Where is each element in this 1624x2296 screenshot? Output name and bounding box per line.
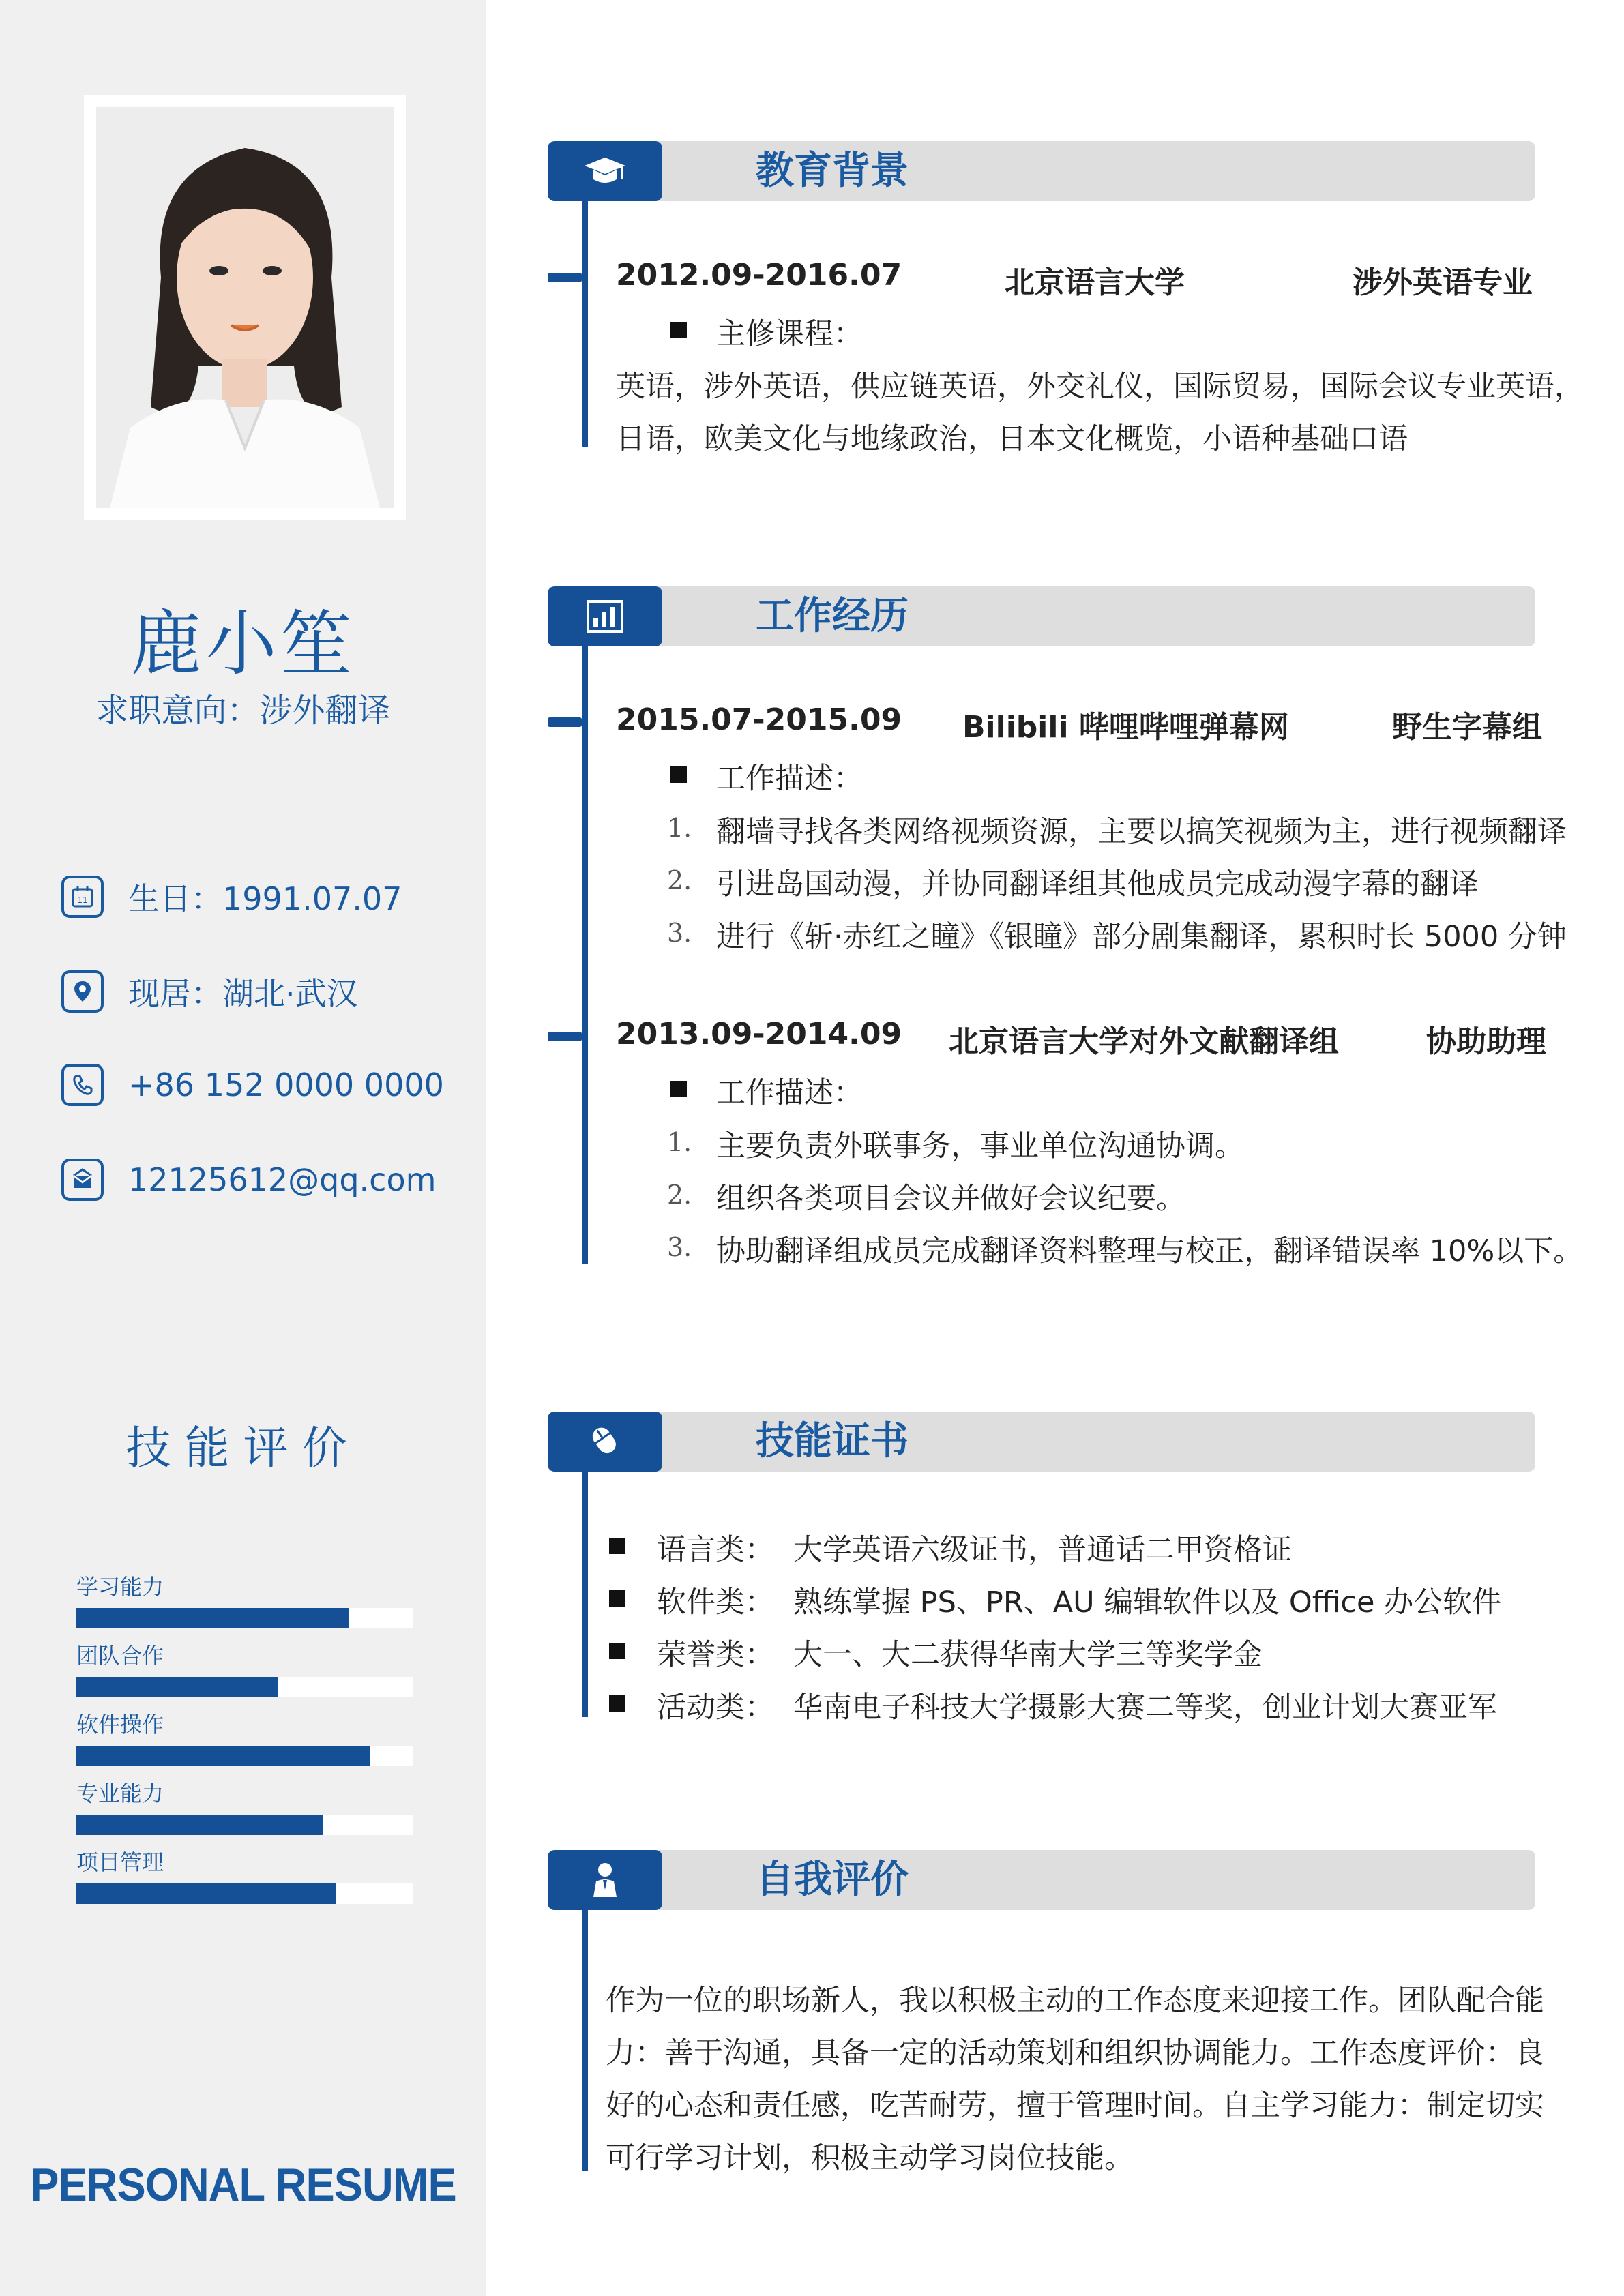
job-role: 野生字幕组 <box>1392 710 1542 745</box>
bullet-icon <box>670 766 687 783</box>
skills-title: 技能评价 <box>126 1422 361 1474</box>
location-pin-icon <box>61 970 104 1013</box>
bullet-icon <box>670 1081 687 1097</box>
email-text: 12125612@qq.com <box>128 1161 437 1198</box>
skill-item <box>76 1570 413 1628</box>
graduation-cap-icon <box>548 141 662 201</box>
cert-label: 软件类： <box>657 1585 774 1620</box>
skill-item <box>76 1776 413 1835</box>
skill-fill <box>76 1815 323 1835</box>
svg-text:11: 11 <box>77 895 88 905</box>
skill-bar <box>76 1746 413 1766</box>
cert-text: 华南电子科技大学摄影大赛二等奖，创业计划大赛亚军 <box>793 1690 1497 1725</box>
profile-photo <box>96 107 394 508</box>
phone-text: +86 152 0000 0000 <box>128 1067 444 1103</box>
mouse-icon <box>548 1412 662 1472</box>
skill-item <box>76 1845 413 1904</box>
phone-icon <box>61 1064 104 1106</box>
education-major: 涉外英语专业 <box>1353 265 1533 300</box>
contact-birthday <box>61 874 402 919</box>
self-line: 可行学习计划，积极主动学习岗位技能。 <box>606 2141 1134 2175</box>
job-item: 翻墙寻找各类网络视频资源，主要以搞笑视频为主，进行视频翻译 <box>716 815 1567 849</box>
skill-label: 学习能力 <box>76 1574 164 1600</box>
list-number: 2. <box>667 865 692 895</box>
courses-line: 英语，涉外英语，供应链英语，外交礼仪，国际贸易，国际会议专业英语， <box>616 370 1584 404</box>
location-text: 现居：湖北·武汉 <box>128 975 358 1012</box>
mail-icon <box>61 1159 104 1201</box>
cert-text: 大学英语六级证书，普通话二甲资格证 <box>793 1533 1292 1567</box>
list-number: 3. <box>667 1232 692 1262</box>
skill-item <box>76 1639 413 1697</box>
skill-label: 项目管理 <box>76 1849 164 1875</box>
job-date: 2015.07-2015.09 <box>616 702 902 737</box>
education-date: 2012.09-2016.07 <box>616 258 902 293</box>
contact-email <box>61 1159 436 1201</box>
bullet-icon <box>609 1590 625 1607</box>
education-school: 北京语言大学 <box>1005 265 1185 300</box>
skill-fill <box>76 1746 370 1766</box>
skill-label: 专业能力 <box>76 1780 164 1806</box>
section-bar <box>548 1412 1535 1472</box>
calendar-icon <box>61 876 104 918</box>
person-icon <box>548 1850 662 1910</box>
section-bar <box>548 1850 1535 1910</box>
contact-location <box>61 969 358 1014</box>
timeline-marker <box>548 273 582 282</box>
education-header <box>548 141 1535 201</box>
section-bar <box>548 586 1535 646</box>
skill-label: 团队合作 <box>76 1643 164 1669</box>
job-intent: 求职意向：涉外翻译 <box>95 691 391 730</box>
job-desc-label: 工作描述： <box>716 762 863 796</box>
job-company: Bilibili 哔哩哔哩弹幕网 <box>962 710 1289 745</box>
contact-phone <box>61 1064 444 1106</box>
job-role: 协助助理 <box>1426 1024 1546 1059</box>
sidebar <box>0 0 486 2296</box>
job-item: 引进岛国动漫，并协同翻译组其他成员完成动漫字幕的翻译 <box>716 867 1479 901</box>
self-timeline <box>582 1907 588 2171</box>
courses-label: 主修课程： <box>716 317 863 351</box>
job-item: 协助翻译组成员完成翻译资料整理与校正，翻译错误率 10%以下。 <box>716 1234 1583 1268</box>
work-title: 工作经历 <box>756 594 909 638</box>
education-title: 教育背景 <box>756 149 909 193</box>
candidate-name: 鹿小笙 <box>130 602 356 685</box>
birthday-text: 生日：1991.07.07 <box>128 880 402 917</box>
skill-fill <box>76 1608 349 1628</box>
self-line: 作为一位的职场新人，我以积极主动的工作态度来迎接工作。团队配合能 <box>606 1984 1544 2018</box>
timeline-marker <box>548 1032 582 1041</box>
cert-text: 大一、大二获得华南大学三等奖学金 <box>793 1638 1263 1672</box>
personal-resume-brand: PERSONAL RESUME <box>30 2159 456 2211</box>
bullet-icon <box>670 322 687 338</box>
list-number: 2. <box>667 1180 692 1210</box>
education-timeline <box>582 198 588 447</box>
certs-timeline <box>582 1468 588 1717</box>
self-line: 好的心态和责任感，吃苦耐劳，擅于管理时间。自主学习能力：制定切实 <box>606 2089 1544 2123</box>
photo-frame <box>84 95 406 520</box>
list-number: 1. <box>667 1127 692 1157</box>
skill-fill <box>76 1677 278 1697</box>
work-header <box>548 586 1535 646</box>
bar-chart-icon <box>548 586 662 646</box>
skill-bar <box>76 1677 413 1697</box>
bullet-icon <box>609 1643 625 1659</box>
cert-label: 荣誉类： <box>657 1638 774 1672</box>
job-date: 2013.09-2014.09 <box>616 1017 902 1052</box>
courses-line: 日语，欧美文化与地缘政治，日本文化概览，小语种基础口语 <box>616 422 1408 456</box>
skill-fill <box>76 1883 336 1904</box>
skill-bar <box>76 1815 413 1835</box>
list-number: 3. <box>667 918 692 948</box>
certs-title: 技能证书 <box>756 1419 909 1463</box>
self-title: 自我评价 <box>756 1858 909 1902</box>
self-line: 力：善于沟通，具备一定的活动策划和组织协调能力。工作态度评价：良 <box>606 2036 1544 2070</box>
work-timeline <box>582 644 588 1264</box>
job-desc-label: 工作描述： <box>716 1076 863 1110</box>
skill-label: 软件操作 <box>76 1712 164 1738</box>
job-item: 主要负责外联事务，事业单位沟通协调。 <box>716 1129 1244 1163</box>
bullet-icon <box>609 1695 625 1712</box>
list-number: 1. <box>667 813 692 843</box>
skill-bar <box>76 1883 413 1904</box>
self-header <box>548 1850 1535 1910</box>
cert-text: 熟练掌握 PS、PR、AU 编辑软件以及 Office 办公软件 <box>793 1585 1502 1620</box>
skill-bar <box>76 1608 413 1628</box>
job-company: 北京语言大学对外文献翻译组 <box>949 1024 1339 1059</box>
job-item: 进行《斩·赤红之瞳》《银瞳》部分剧集翻译，累积时长 5000 分钟 <box>716 920 1567 954</box>
bullet-icon <box>609 1538 625 1554</box>
skill-item <box>76 1708 413 1766</box>
certs-header <box>548 1412 1535 1472</box>
section-bar <box>548 141 1535 201</box>
cert-label: 活动类： <box>657 1690 774 1725</box>
job-item: 组织各类项目会议并做好会议纪要。 <box>716 1182 1185 1216</box>
timeline-marker <box>548 717 582 727</box>
cert-label: 语言类： <box>657 1533 774 1567</box>
